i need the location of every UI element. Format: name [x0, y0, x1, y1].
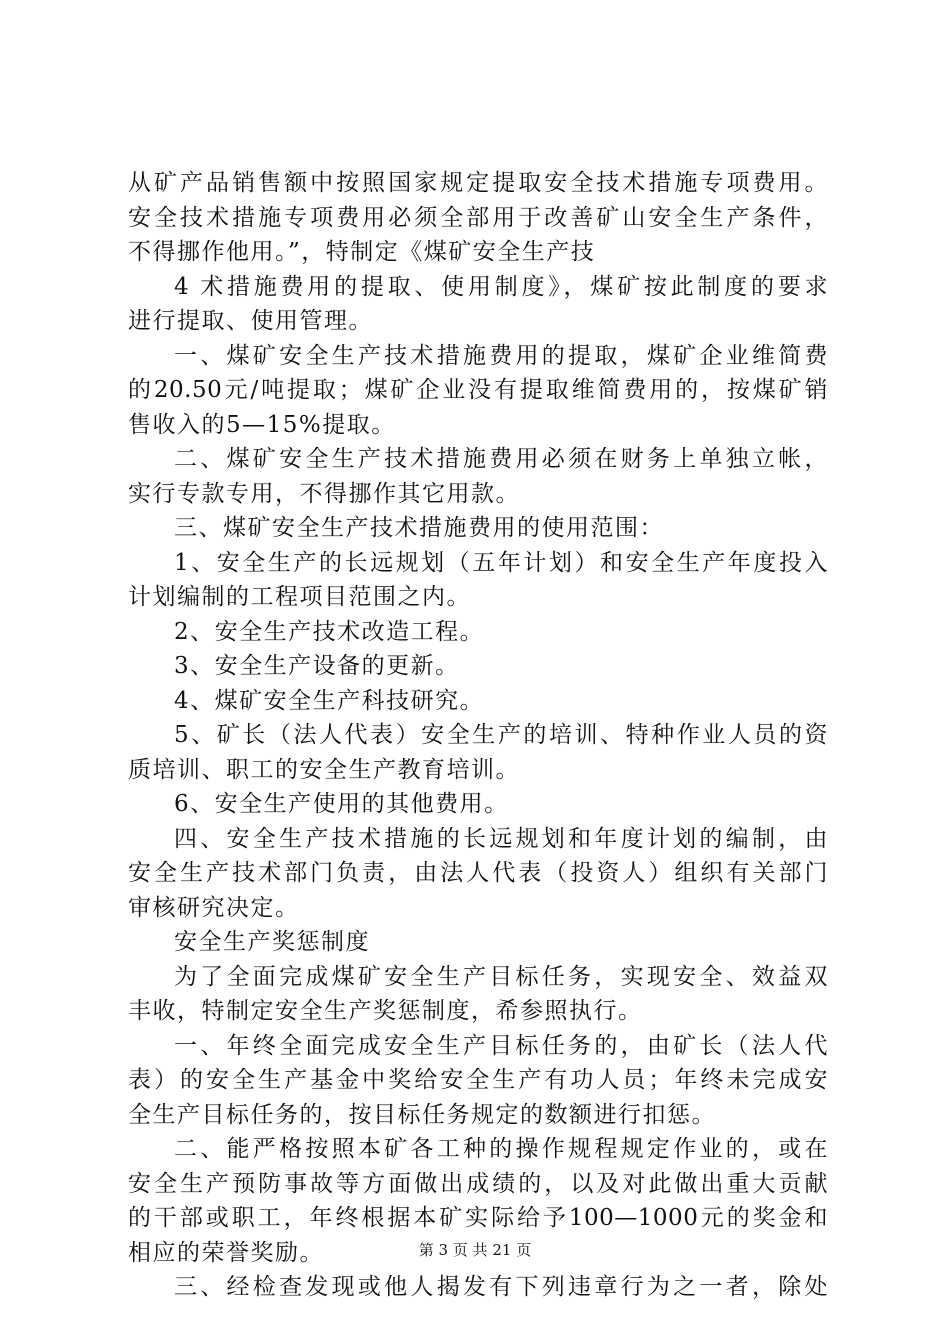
text-line: 的干部或职工，年终根据本矿实际给予100—1000元的奖金和 — [128, 1205, 828, 1231]
text-line: 审核研究决定。 — [128, 894, 300, 921]
text-line: 售收入的5—15%提取。 — [128, 411, 396, 438]
text-line: 不得挪作他用。”，特制定《煤矿安全生产技 — [128, 239, 596, 265]
text-line: 表）的安全生产基金中奖给安全生产有功人员；年终未完成安 — [128, 1067, 828, 1093]
text-line: 一、年终全面完成安全生产目标任务的，由矿长（法人代 — [174, 1032, 828, 1059]
text-line: 6、安全生产使用的其他费用。 — [174, 791, 509, 817]
text-line: 5、矿长（法人代表）安全生产的培训、特种作业人员的资 — [174, 722, 828, 748]
text-line: 的20.50元/吨提取；煤矿企业没有提取维简费用的，按煤矿销 — [128, 377, 828, 403]
text-line: 相应的荣誉奖励。 — [128, 1239, 324, 1266]
text-line: 4 术措施费用的提取、使用制度》，煤矿按此制度的要求 — [174, 273, 828, 300]
text-line: 安全技术措施专项费用必须全部用于改善矿山安全生产条件， — [128, 204, 828, 231]
text-line: 四、安全生产技术措施的长远规划和年度计划的编制，由 — [174, 825, 828, 852]
page-footer: 第 3 页 共 21 页 — [418, 1241, 532, 1259]
text-line: 1、安全生产的长远规划（五年计划）和安全生产年度投入 — [174, 549, 828, 576]
text-line: 从矿产品销售额中按照国家规定提取安全技术措施专项费用。 — [128, 170, 828, 196]
text-line: 一、煤矿安全生产技术措施费用的提取，煤矿企业维简费 — [174, 342, 828, 369]
text-line: 安全生产奖惩制度 — [174, 929, 370, 955]
text-line: 计划编制的工程项目范围之内。 — [128, 584, 471, 610]
text-line: 进行提取、使用管理。 — [128, 308, 373, 334]
text-line: 二、煤矿安全生产技术措施费用必须在财务上单独立帐， — [174, 446, 828, 472]
text-line: 二、能严格按照本矿各工种的操作规程规定作业的，或在 — [174, 1136, 828, 1162]
text-line: 三、经检查发现或他人揭发有下列违章行为之一者，除处 — [174, 1274, 828, 1300]
text-line: 全生产目标任务的，按目标任务规定的数额进行扣惩。 — [128, 1101, 716, 1128]
text-line: 三、煤矿安全生产技术措施费用的使用范围： — [174, 515, 664, 541]
text-line: 丰收，特制定安全生产奖惩制度，希参照执行。 — [128, 998, 643, 1024]
text-line: 为了全面完成煤矿安全生产目标任务，实现安全、效益双 — [174, 963, 828, 990]
text-line: 3、安全生产设备的更新。 — [174, 653, 460, 679]
text-line: 安全生产技术部门负责，由法人代表（投资人）组织有关部门 — [128, 860, 828, 886]
text-line: 实行专款专用，不得挪作其它用款。 — [128, 480, 520, 507]
text-line: 安全生产预防事故等方面做出成绩的，以及对此做出重大贡献 — [128, 1170, 828, 1197]
text-line: 4、煤矿安全生产科技研究。 — [174, 687, 485, 714]
document-body — [128, 166, 828, 1305]
text-line: 质培训、职工的安全生产教育培训。 — [128, 756, 520, 783]
text-line: 2、安全生产技术改造工程。 — [174, 618, 485, 645]
